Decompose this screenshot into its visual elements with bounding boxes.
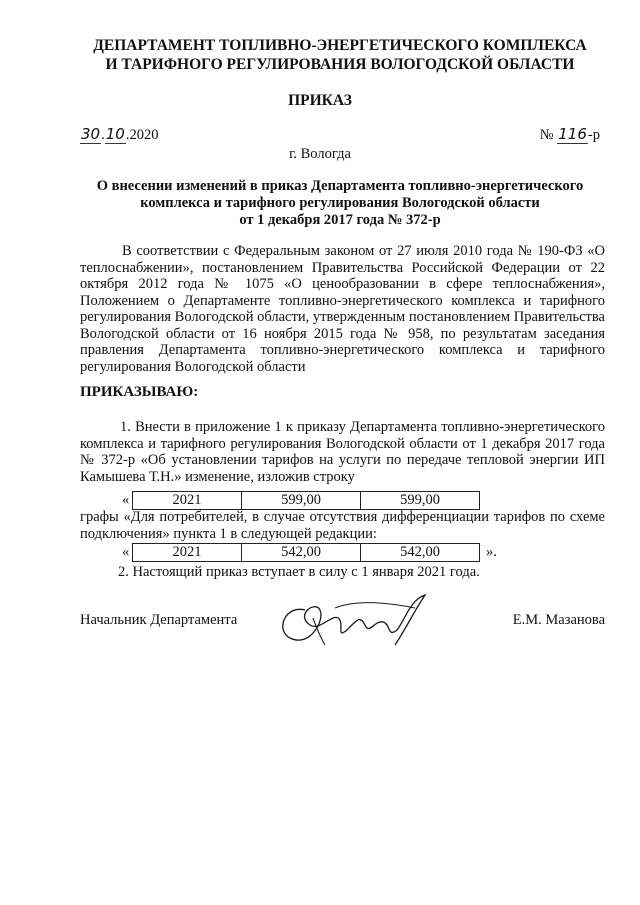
department-header <box>70 36 610 74</box>
cell-tariff-2: 599,00 <box>360 491 480 510</box>
order-number <box>540 125 600 144</box>
subject-line-1: О внесении изменений в приказ Департамента топливно-энергетического <box>96 178 584 194</box>
date-year: .2020 <box>125 127 159 143</box>
cell-tariff-2: 542,00 <box>360 543 480 562</box>
number-prefix: № <box>539 127 554 143</box>
order-date: 30.10.2020 <box>81 125 159 143</box>
number-value: 116 <box>558 125 587 143</box>
cell-year: 2021 <box>132 491 242 510</box>
item-1-paragraph: 1. Внести в приложение 1 к приказу Департамента топливно-энергетического комплекса и тарифного регулирования Вологодской области от 1 декабря 2017 года № 372-р «Об установлении тарифов на услуги по передаче тепловой энергии ИП Камышева Т.Н.» изменение, изложив строку <box>80 419 605 485</box>
date-day: 30 <box>81 125 101 143</box>
number-suffix: -р <box>587 127 600 143</box>
item-1-continuation: графы «Для потребителей, в случае отсутствия дифференциации тарифов по схеме подключения» пункта 1 в следующей редакции: <box>80 509 605 542</box>
open-quote: « <box>122 492 130 508</box>
header-line-2: И ТАРИФНОГО РЕГУЛИРОВАНИЯ ВОЛОГОДСКОЙ ОБЛАСТИ <box>105 56 575 73</box>
subject-line-3: от 1 декабря 2017 года № 372-р <box>239 212 441 228</box>
subject-line-2: комплекса и тарифного регулирования Вологодской области <box>140 195 540 211</box>
document-title: ПРИКАЗ <box>288 92 352 109</box>
close-quote: ». <box>486 544 497 560</box>
city: г. Вологда <box>289 146 351 162</box>
item-2-paragraph: 2. Настоящий приказ вступает в силу с 1 января 2021 года. <box>118 564 480 580</box>
signer-title: Начальник Департамента <box>80 612 238 628</box>
cell-tariff-1: 542,00 <box>241 543 361 562</box>
handwritten-signature <box>265 590 445 650</box>
order-subject <box>70 178 610 229</box>
header-line-1: ДЕПАРТАМЕНТ ТОПЛИВНО-ЭНЕРГЕТИЧЕСКОГО КОМПЛЕКСА <box>93 37 587 54</box>
cell-year: 2021 <box>132 543 242 562</box>
preamble-paragraph: В соответствии с Федеральным законом от 27 июля 2010 года № 190-ФЗ «О теплоснабжении», постановлением Правительства Российской Федерации от 22 октября 2012 года № 1075 «О ценообразовании в сфере теплоснабжения», Положением о Департаменте топливно-энергетического комплекса и тарифного регулирования Вологодской области, утвержденным постановлением Правительства Вологодской области от 16 ноября 2015 года № 958, по результатам заседания правления Департамента топливно-энергетического комплекса и тарифного регулирования Вологодской области <box>80 243 605 375</box>
cell-tariff-1: 599,00 <box>241 491 361 510</box>
order-word: ПРИКАЗЫВАЮ: <box>80 384 199 400</box>
date-month: 10 <box>105 125 125 143</box>
signer-name: Е.М. Мазанова <box>512 612 605 628</box>
open-quote: « <box>122 544 130 560</box>
